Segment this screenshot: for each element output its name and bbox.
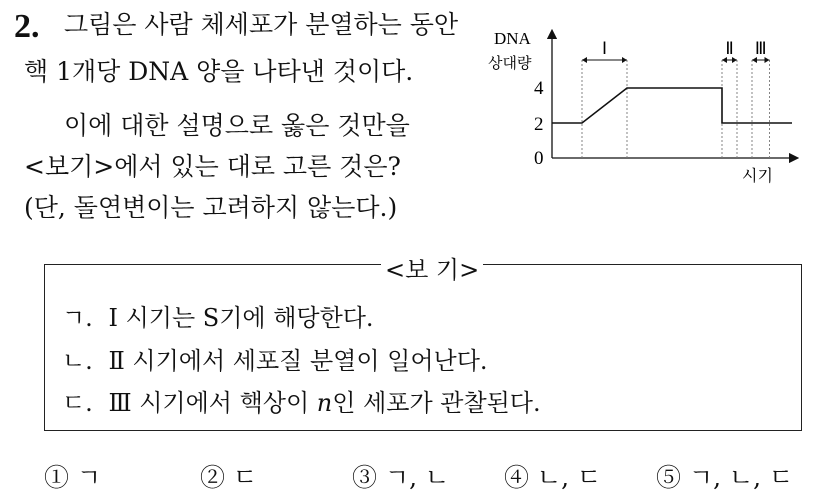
- choice-3[interactable]: ③ ㄱ, ㄴ: [352, 463, 450, 492]
- question-line-1: 그림은 사람 체세포가 분열하는 동안: [64, 10, 459, 39]
- choice-1[interactable]: ① ㄱ: [44, 463, 102, 492]
- period-label-2: Ⅱ: [725, 39, 734, 58]
- bogi-item-2: [62, 341, 488, 376]
- question-number: 2.: [14, 8, 40, 45]
- bogi-item-1-text: Ⅰ 시기는 S기에 해당한다.: [108, 304, 374, 332]
- y-tick-0: 0: [534, 148, 544, 169]
- question-line-5: (단, 돌연변이는 고려하지 않는다.): [24, 193, 398, 222]
- choice-4[interactable]: ④ ㄴ, ㄷ: [504, 463, 602, 492]
- bogi-item-3-var: n: [316, 389, 333, 417]
- y-tick-4: 4: [534, 78, 544, 99]
- period-label-1: Ⅰ: [601, 39, 608, 58]
- bogi-item-3-pre: Ⅲ 시기에서 핵상이: [108, 389, 317, 417]
- x-axis-label: 시기: [742, 166, 773, 185]
- bogi-title: <보 기>: [381, 250, 483, 285]
- bogi-item-2-mark: ㄴ.: [62, 347, 93, 375]
- bogi-item-3: [62, 383, 541, 418]
- y-axis-label-line2: 상대량: [488, 54, 532, 72]
- question-line-3: 이에 대한 설명으로 옳은 것만을: [64, 111, 410, 140]
- period-guides: [582, 60, 770, 158]
- dna-series-line: [552, 88, 792, 123]
- bogi-item-2-text: Ⅱ 시기에서 세포질 분열이 일어난다.: [108, 347, 488, 375]
- bogi-item-3-mark: ㄷ.: [62, 389, 93, 417]
- bogi-item-1-mark: ㄱ.: [62, 304, 93, 332]
- bogi-item-3-post: 인 세포가 관찰된다.: [332, 389, 541, 417]
- question-line-4: <보기>에서 있는 대로 고른 것은?: [24, 152, 401, 181]
- y-tick-2: 2: [534, 114, 544, 135]
- dna-graph: [478, 18, 808, 188]
- y-axis-label-line1: DNA: [494, 29, 531, 48]
- question-line-2: 핵 1개당 DNA 양을 나타낸 것이다.: [24, 57, 414, 86]
- bogi-item-3-text: [108, 389, 540, 417]
- bogi-item-1: [62, 298, 374, 333]
- period-label-3: Ⅲ: [754, 39, 767, 58]
- choice-2[interactable]: ② ㄷ: [200, 463, 258, 492]
- period-markers: [582, 39, 770, 63]
- choice-5[interactable]: ⑤ ㄱ, ㄴ, ㄷ: [656, 463, 794, 492]
- period-arrowhead-1-right: [622, 57, 627, 63]
- period-arrowhead-1-left: [582, 57, 587, 63]
